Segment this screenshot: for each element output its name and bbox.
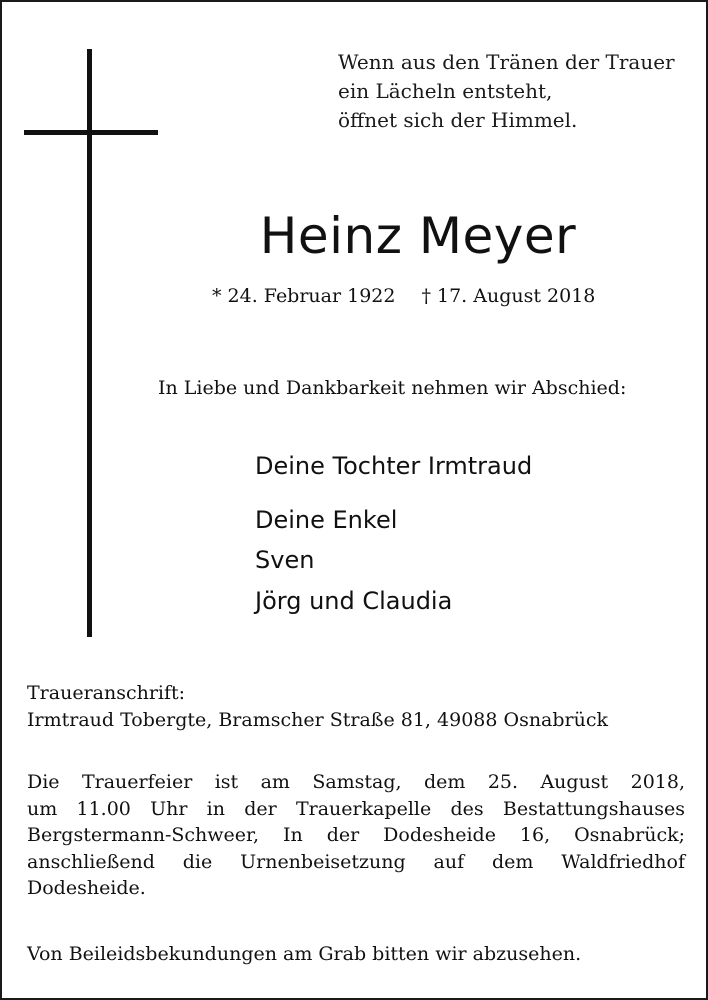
farewell-text: In Liebe und Dankbarkeit nehmen wir Abschied:	[158, 377, 627, 399]
quote-line: öffnet sich der Himmel.	[338, 108, 578, 132]
quote-line: ein Lächeln entsteht,	[338, 79, 553, 103]
death-date: † 17. August 2018	[421, 285, 596, 307]
mourner-grandchild: Jörg und Claudia	[255, 587, 453, 615]
address-line: Irmtraud Tobergte, Bramscher Straße 81, 49088 Osnabrück	[27, 708, 609, 731]
address-label: Traueranschrift:	[27, 682, 186, 704]
mourning-address	[27, 680, 685, 733]
service-line: Die Trauerfeier ist am Samstag, dem 25. August 2018,	[27, 771, 685, 793]
service-line: Bergstermann-Schweer, In der Dodesheide 16, Osnabrück;	[27, 824, 685, 846]
deceased-name: Heinz Meyer	[259, 207, 577, 265]
mourner-daughter: Deine Tochter Irmtraud	[255, 452, 533, 480]
service-line: Dodesheide.	[27, 877, 146, 899]
service-line: anschließend die Urnenbeisetzung auf dem Waldfriedhof	[27, 850, 685, 873]
cross-icon-horizontal-bar	[24, 130, 158, 135]
quote-line: Wenn aus den Tränen der Trauer	[338, 50, 675, 74]
closing-note: Von Beileidsbekundungen am Grab bitten wir abzusehen.	[27, 943, 582, 965]
funeral-service-info	[27, 769, 685, 902]
birth-date: * 24. Februar 1922	[212, 285, 396, 307]
service-line: um 11.00 Uhr in der Trauerkapelle des Bestattungshauses	[27, 797, 685, 820]
life-dates	[212, 283, 595, 309]
mourner-grandchild: Sven	[255, 546, 315, 574]
mourner-grandchildren-heading: Deine Enkel	[255, 506, 398, 534]
memorial-quote	[338, 48, 675, 135]
cross-icon-vertical-bar	[87, 49, 92, 637]
